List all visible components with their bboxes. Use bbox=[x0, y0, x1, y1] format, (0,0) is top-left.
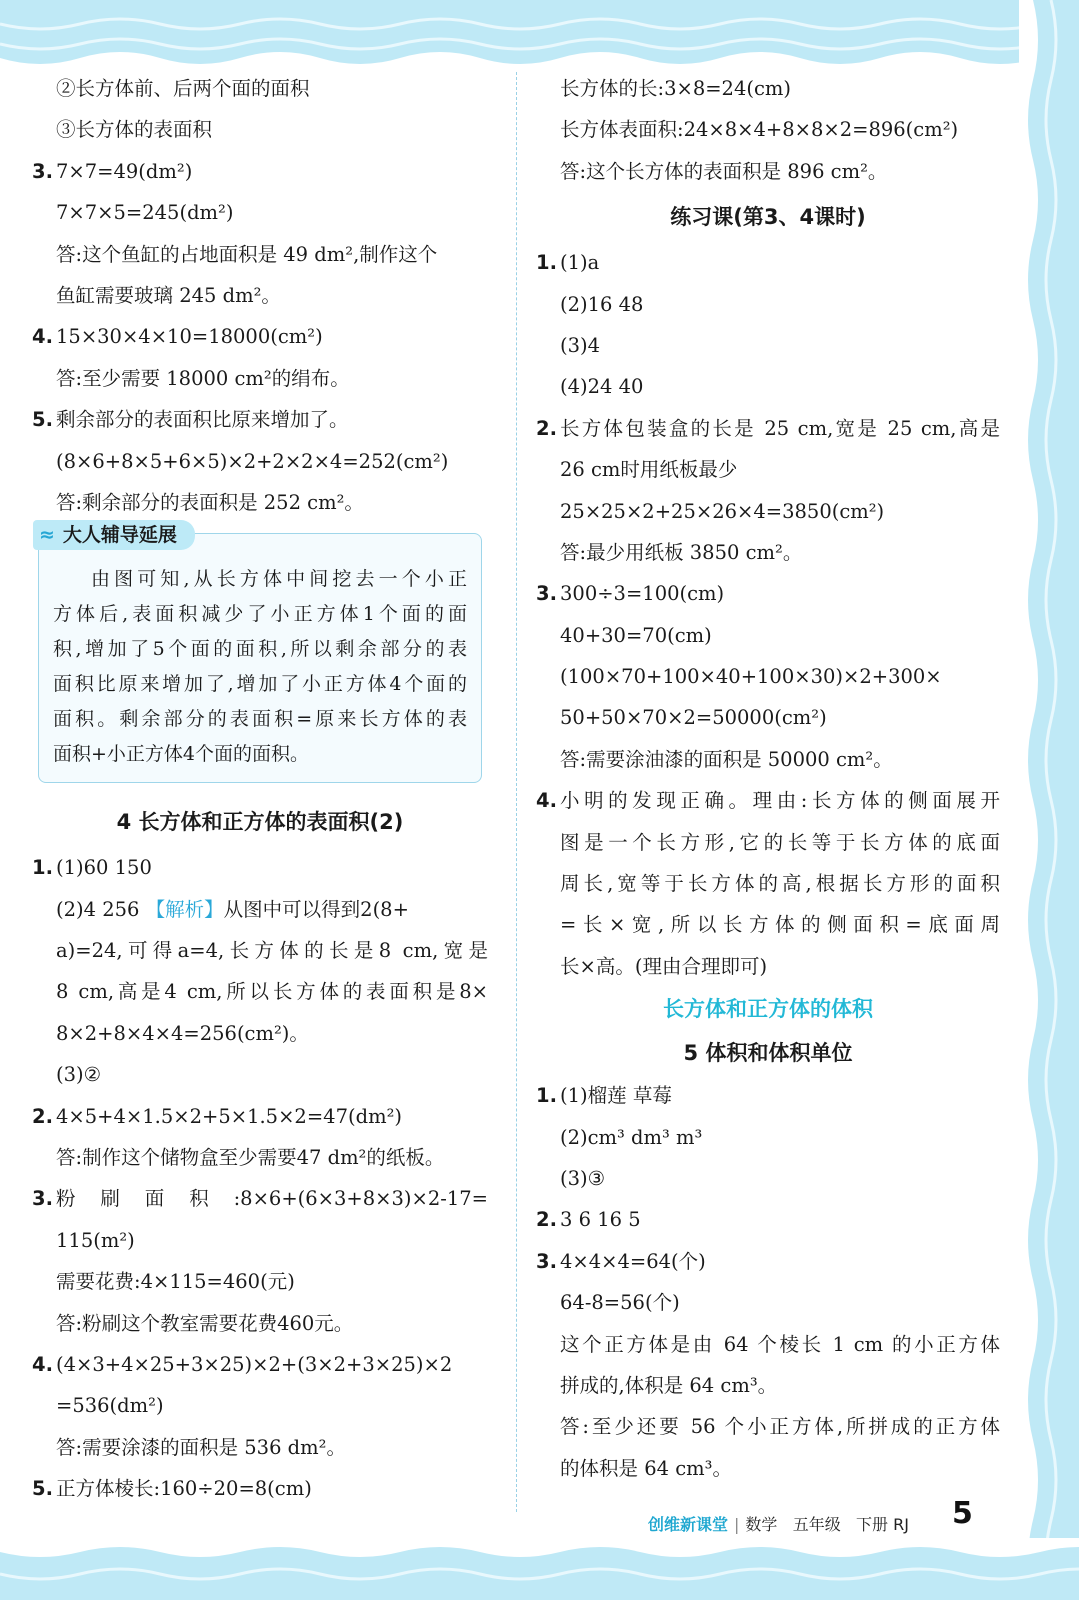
practice-answers bbox=[536, 242, 1000, 987]
answer-text: (100×70+100×40+100×30)×2+300× bbox=[560, 665, 942, 689]
answer-text: 26 cm时用纸板最少 bbox=[560, 458, 738, 482]
answer-text: 答:粉刷这个教室需要花费460元。 bbox=[56, 1311, 354, 1335]
answer-text: 拼成的,体积是 64 cm³。 bbox=[560, 1373, 778, 1397]
answer-line bbox=[536, 1158, 1000, 1199]
answer-text: 鱼缸需要玻璃 245 dm²。 bbox=[56, 283, 281, 307]
answer-text: 需要花费:4×115=460(元) bbox=[56, 1270, 295, 1294]
answer-line bbox=[536, 109, 1000, 150]
answer-line bbox=[536, 325, 1000, 366]
column-divider bbox=[516, 72, 517, 1512]
answer-line bbox=[32, 234, 488, 275]
answer-text: =长×宽,所以长方体的侧面积=底面周 bbox=[560, 913, 1000, 937]
answer-text: (4×3+4×25+3×25)×2+(3×2+3×25)×2 bbox=[56, 1352, 453, 1376]
answer-line bbox=[536, 615, 1000, 656]
answer-text: 长方体表面积:24×8×4+8×8×2=896(cm²) bbox=[560, 118, 959, 142]
answer-text: 40+30=70(cm) bbox=[560, 623, 712, 647]
answer-line bbox=[536, 946, 1000, 987]
answer-text: 4×4×4=64(个) bbox=[560, 1249, 706, 1273]
answer-line bbox=[536, 1324, 1000, 1365]
left-column bbox=[32, 68, 488, 1510]
answer-text: 答:这个鱼缸的占地面积是 49 dm²,制作这个 bbox=[56, 242, 438, 266]
answer-line bbox=[32, 275, 488, 316]
answer-line bbox=[536, 68, 1000, 109]
page-number: 5 bbox=[952, 1496, 973, 1531]
answer-line bbox=[536, 1282, 1000, 1323]
answer-text: (2)16 48 bbox=[560, 292, 644, 316]
answer-line: 8 cm,高是4 cm,所以长方体的表面积是8× bbox=[56, 980, 488, 1004]
parent-guidance-text bbox=[53, 562, 467, 772]
answer-line bbox=[536, 491, 1000, 532]
footer-separator: | bbox=[734, 1515, 740, 1534]
answer-text: 这个正方体是由 64 个棱长 1 cm 的小正方体 bbox=[560, 1332, 1000, 1356]
answer-line bbox=[32, 192, 488, 233]
answer-line bbox=[32, 1344, 488, 1385]
answer-text: 图是一个长方形,它的长等于长方体的底面 bbox=[560, 830, 1000, 854]
chapter-title-volume: 长方体和正方体的体积 bbox=[663, 997, 873, 1022]
answer-line bbox=[536, 1075, 1000, 1116]
answer-text: 答:需要涂漆的面积是 536 dm²。 bbox=[56, 1435, 346, 1459]
answer-text: (3)③ bbox=[560, 1166, 606, 1190]
answer-line bbox=[536, 151, 1000, 192]
answer-line: (2)4 256 【解析】从图中可以得到2(8+ bbox=[56, 897, 409, 921]
answer-line bbox=[536, 1117, 1000, 1158]
analysis-tag: 【解析】 bbox=[145, 897, 224, 921]
page-footer bbox=[648, 1512, 909, 1535]
section-title-practice: 练习课(第3、4课时) bbox=[670, 205, 866, 230]
answer-line bbox=[32, 358, 488, 399]
answer-text: 300÷3=100(cm) bbox=[560, 582, 725, 606]
answer-line bbox=[536, 780, 1000, 821]
answer-text: 15×30×4×10=18000(cm²) bbox=[56, 325, 323, 349]
answer-text: 小明的发现正确。理由:长方体的侧面展开 bbox=[560, 789, 1000, 813]
answer-line bbox=[536, 366, 1000, 407]
answer-line bbox=[536, 739, 1000, 780]
answer-line bbox=[32, 151, 488, 192]
answer-text: 64-8=56(个) bbox=[560, 1291, 680, 1315]
right-wave-border bbox=[1019, 0, 1079, 1600]
answer-line bbox=[536, 1406, 1000, 1447]
answer-text: (2)cm³ dm³ m³ bbox=[560, 1125, 703, 1149]
question-number: 3. bbox=[536, 582, 557, 606]
answer-line bbox=[536, 408, 1000, 449]
answer-text: 答:剩余部分的表面积是 252 cm²。 bbox=[56, 490, 364, 514]
question-number: 1. bbox=[536, 251, 557, 275]
answer-text: 答:最少用纸板 3850 cm²。 bbox=[560, 540, 803, 564]
answer-line bbox=[536, 449, 1000, 490]
footer-subject: 数学 bbox=[745, 1515, 778, 1534]
section-title-volume-units: 5 体积和体积单位 bbox=[683, 1041, 853, 1066]
answer-line bbox=[32, 1385, 488, 1426]
question-number: 3. bbox=[536, 1249, 557, 1273]
guidance-line: 面积。剩余部分的表面积=原来长方体的表 bbox=[53, 708, 467, 731]
parent-guidance-title: 大人辅导延展 bbox=[62, 524, 177, 547]
left-top-answers bbox=[32, 68, 488, 523]
question-number: 4. bbox=[32, 1352, 53, 1376]
answer-line bbox=[32, 1178, 488, 1219]
answer-text: (1)a bbox=[560, 251, 600, 275]
answer-line bbox=[32, 482, 488, 523]
answer-text: 正方体棱长:160÷20=8(cm) bbox=[56, 1477, 312, 1501]
answer-text: 答:至少需要 18000 cm²的绢布。 bbox=[56, 366, 350, 390]
question-number: 3. bbox=[32, 159, 53, 183]
answer-text: 长方体的长:3×8=24(cm) bbox=[560, 77, 792, 100]
answer-line: a)=24,可得a=4,长方体的长是8 cm,宽是 bbox=[56, 939, 488, 963]
question-number: 4. bbox=[536, 789, 557, 813]
footer-edition: RJ bbox=[893, 1515, 909, 1534]
question-number: 5. bbox=[32, 1477, 53, 1501]
answer-text: 长×高。(理由合理即可) bbox=[560, 954, 768, 978]
answer-text: 周长,宽等于长方体的高,根据长方形的面积 bbox=[560, 872, 1000, 896]
question-number: 2. bbox=[32, 1104, 53, 1128]
parent-guidance-box bbox=[38, 524, 482, 783]
answer-line bbox=[32, 68, 488, 109]
answer-line bbox=[536, 1199, 1000, 1240]
answer-line bbox=[536, 1241, 1000, 1282]
wave-icon: ≈ bbox=[39, 524, 55, 547]
answer-line bbox=[536, 822, 1000, 863]
footer-brand: 创维新课堂 bbox=[648, 1515, 729, 1534]
right-top-answers bbox=[536, 68, 1000, 192]
answer-line bbox=[536, 1448, 1000, 1489]
answer-line bbox=[536, 242, 1000, 283]
answer-line bbox=[32, 109, 488, 150]
answer-line bbox=[32, 1468, 488, 1509]
guidance-line: 方体后,表面积减少了小正方体1个面的面 bbox=[53, 603, 467, 626]
bottom-wave-border bbox=[0, 1538, 1079, 1600]
footer-grade: 五年级 bbox=[792, 1515, 841, 1534]
answer-line bbox=[32, 1220, 488, 1261]
answer-line bbox=[536, 863, 1000, 904]
question-number: 2. bbox=[536, 1208, 557, 1232]
volume-answers bbox=[536, 1075, 1000, 1489]
lesson4-q1 bbox=[32, 847, 488, 1095]
question-number: 3. bbox=[32, 1187, 53, 1211]
question-number: 1. bbox=[32, 856, 53, 880]
answer-text: (1)榴莲 草莓 bbox=[560, 1084, 672, 1108]
answer-text: 50+50×70×2=50000(cm²) bbox=[560, 706, 827, 730]
answer-line bbox=[536, 656, 1000, 697]
question-number: 4. bbox=[32, 325, 53, 349]
answer-line bbox=[32, 1096, 488, 1137]
question-number: 2. bbox=[536, 416, 557, 440]
answer-text: =536(dm²) bbox=[56, 1394, 164, 1418]
answer-line bbox=[32, 441, 488, 482]
answer-line bbox=[32, 316, 488, 357]
answer-text: 答:需要涂油漆的面积是 50000 cm²。 bbox=[560, 747, 893, 771]
answer-line bbox=[536, 1365, 1000, 1406]
answer-line bbox=[536, 284, 1000, 325]
section-title-surface-area-2: 4 长方体和正方体的表面积(2) bbox=[116, 810, 404, 835]
answer-text: 4×5+4×1.5×2+5×1.5×2=47(dm²) bbox=[56, 1104, 402, 1128]
left-bottom-answers bbox=[32, 1096, 488, 1510]
answer-text: 长方体包装盒的长是 25 cm,宽是 25 cm,高是 bbox=[560, 416, 1000, 440]
answer-line bbox=[32, 399, 488, 440]
answer-text: 粉刷面积:8×6+(6×3+8×3)×2-17= bbox=[56, 1187, 488, 1211]
guidance-line: 积,增加了5个面的面积,所以剩余部分的表 bbox=[53, 638, 467, 661]
answer-line: 1. (1)60 150 bbox=[32, 847, 488, 888]
answer-line bbox=[32, 1137, 488, 1178]
answer-text: (3)4 bbox=[560, 333, 601, 357]
answer-line: 8×2+8×4×4=256(cm²)。 bbox=[56, 1021, 309, 1045]
right-column bbox=[536, 68, 1000, 1489]
answer-text: 答:制作这个储物盒至少需要47 dm²的纸板。 bbox=[56, 1146, 445, 1170]
answer-line bbox=[536, 532, 1000, 573]
answer-line bbox=[32, 1261, 488, 1302]
answer-text: 答:这个长方体的表面积是 896 cm²。 bbox=[560, 159, 888, 183]
parent-guidance-header bbox=[33, 520, 195, 550]
guidance-line: 由图可知,从长方体中间挖去一个小正 bbox=[91, 568, 467, 591]
answer-text: (4)24 40 bbox=[560, 375, 644, 399]
answer-text: 7×7=49(dm²) bbox=[56, 159, 193, 183]
guidance-line: 面积比原来增加了,增加了小正方体4个面的 bbox=[53, 673, 467, 696]
top-wave-border bbox=[0, 0, 1079, 70]
answer-text: 7×7×5=245(dm²) bbox=[56, 201, 234, 225]
answer-text: 3 6 16 5 bbox=[560, 1208, 641, 1232]
question-number: 1. bbox=[536, 1084, 557, 1108]
answer-line bbox=[536, 573, 1000, 614]
answer-line: (3)② bbox=[56, 1063, 102, 1087]
answer-text: ③长方体的表面积 bbox=[56, 118, 213, 142]
answer-text: 的体积是 64 cm³。 bbox=[560, 1456, 732, 1480]
answer-text: 剩余部分的表面积比原来增加了。 bbox=[56, 408, 349, 432]
answer-line bbox=[32, 1427, 488, 1468]
answer-line bbox=[536, 904, 1000, 945]
answer-text: (8×6+8×5+6×5)×2+2×2×4=252(cm²) bbox=[56, 449, 449, 473]
answer-line bbox=[536, 697, 1000, 738]
answer-text: 115(m²) bbox=[56, 1228, 135, 1252]
question-number: 5. bbox=[32, 408, 53, 432]
answer-text: 25×25×2+25×26×4=3850(cm²) bbox=[560, 499, 885, 523]
answer-text: 答:至少还要 56 个小正方体,所拼成的正方体 bbox=[560, 1415, 1000, 1439]
answer-text: ②长方体前、后两个面的面积 bbox=[56, 77, 310, 100]
footer-volume: 下册 bbox=[855, 1515, 888, 1534]
answer-line bbox=[32, 1303, 488, 1344]
guidance-line: 面积+小正方体4个面的面积。 bbox=[53, 743, 310, 766]
